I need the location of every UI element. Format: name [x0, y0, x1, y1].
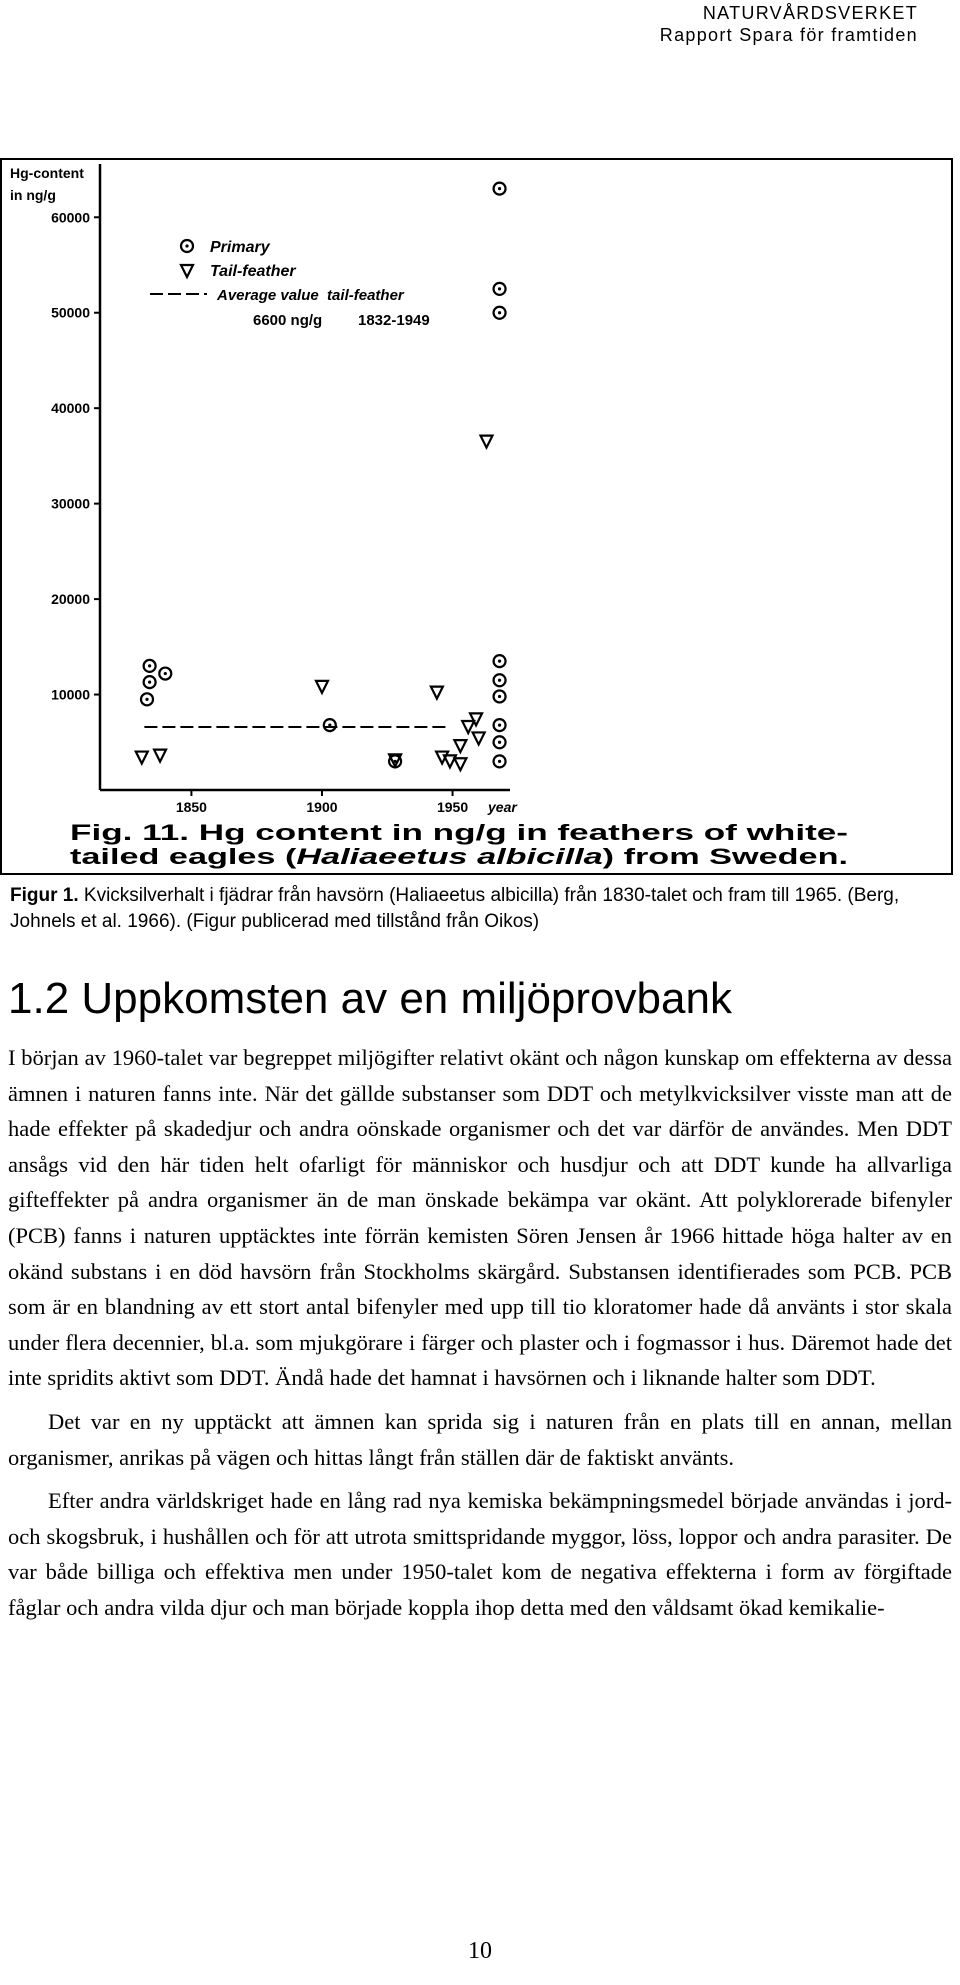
- primary-point-dot: [498, 287, 501, 290]
- tail-feather-point: [462, 721, 474, 733]
- primary-point-dot: [498, 187, 501, 190]
- y-tick-label: 50000: [51, 304, 90, 321]
- tail-feather-point: [136, 752, 148, 764]
- header-organization: NATURVÅRDSVERKET: [702, 3, 918, 23]
- figure-title-line1: Fig. 11. Hg content in ng/g in feathers of white-: [70, 820, 848, 845]
- x-tick-label: 1850: [175, 799, 207, 815]
- primary-point-dot: [498, 695, 501, 698]
- paragraph-3: Efter andra världskriget hade en lång rad nya kemiska bekämpningsmedel började användas i jord- och skogsbruk, i hushållen och för att utrota smittspridande myggor, löss, loppor och andra parasiter. De var både billiga och effektiva men under 1950-talet kom de negativa effekterna i form av förgiftade fåglar och andra vilda djur och man började koppla ihop detta med den våldsamt ökad kemikalie-: [8, 1488, 952, 1620]
- y-tick-label: 30000: [51, 495, 90, 512]
- legend-average-label: Average value tail-feather: [217, 287, 404, 304]
- figure-title: [70, 820, 848, 869]
- tail-feather-point: [454, 758, 466, 770]
- paragraph-1: I början av 1960-talet var begreppet miljögifter relativt okänt och någon kunskap om effekterna av dessa ämnen i naturen fanns inte. När det gällde substanser som DDT och metylkvicksilver visste man att de hade effekter på skadedjur och andra oönskade organismer och det var därför de användes. Men DDT ansågs vid den här tiden helt ofarligt för människor och husdjur och att DDT kunde ha allvarliga gifteffekter på andra organismer än de man önskade bekämpa var okänt. Att polyklorerade bifenyler (PCB) fanns i naturen upptäcktes inte förrän kemisten Sören Jensen år 1966 hittade höga halter av en okänd substans i en död havsörn från Stockholms skärgård. Substansen identifierades som PCB. PCB som är en blandning av ett stort antal bifenyler med upp till tio kloratomer hade då använts i stor skala under flera decennier, bl.a. som mjukgörare i färger och plaster och i fogmassor i hus. Däremot hade det inte spridits aktivt som DDT. Ändå hade det hamnat i havsörnen och i liknande halter som DDT.: [8, 1045, 952, 1391]
- y-tick-label: 40000: [51, 400, 90, 417]
- primary-point-dot: [145, 698, 148, 701]
- y-tick-label: 20000: [51, 591, 90, 608]
- figure-caption-label: Figur 1.: [10, 885, 79, 906]
- chart-legend: [150, 239, 430, 329]
- x-tick-label: 1950: [436, 799, 469, 815]
- y-tick-label: 10000: [51, 686, 90, 703]
- figure-caption-text: Kvicksilverhalt i fjädrar från havsörn (Haliaeetus albicilla) från 1830-talet och fram till 1965. (Berg, Johnels et al. 1966). (Figur publicerad med tillstånd från Oikos): [10, 885, 900, 932]
- header-report-title: Rapport Spara för framtiden: [659, 25, 918, 45]
- tail-feather-point: [454, 740, 466, 752]
- section-heading: 1.2 Uppkomsten av en miljöprovbank: [8, 974, 732, 1023]
- primary-point-dot: [148, 681, 151, 684]
- x-tick-label: 1900: [306, 799, 338, 815]
- legend-tail-marker: [181, 265, 193, 277]
- primary-point-dot: [498, 679, 501, 682]
- tail-feather-point: [431, 687, 443, 699]
- page-header: [558, 2, 918, 46]
- tail-feather-point: [316, 681, 328, 693]
- figure-title-line2: tailed eagles ( Haliaeetus albicilla ) from Sweden.: [70, 844, 761, 869]
- hg-feather-chart: [0, 160, 953, 876]
- page-number: 10: [468, 1938, 492, 1964]
- primary-point-dot: [498, 660, 501, 663]
- primary-point-dot: [148, 664, 151, 667]
- body-text: [8, 1040, 952, 1634]
- primary-point-dot: [498, 311, 501, 314]
- primary-point-dot: [498, 760, 501, 763]
- figure-caption: [10, 883, 940, 935]
- primary-point-dot: [498, 723, 501, 726]
- x-axis-label: year: [488, 799, 517, 815]
- legend-average-value: 6600 ng/g: [253, 312, 323, 329]
- y-axis-label-line2: in ng/g: [10, 187, 56, 203]
- primary-point-dot: [328, 723, 331, 726]
- primary-point-dot: [164, 672, 167, 675]
- tail-feather-point: [154, 750, 166, 762]
- primary-point-dot: [498, 741, 501, 744]
- legend-primary-label: Primary: [210, 239, 270, 256]
- y-axis-label-line1: Hg-content: [10, 165, 84, 181]
- tail-feather-point: [473, 732, 485, 744]
- paragraph-2: Det var en ny upptäckt att ämnen kan sprida sig i naturen från en plats till en annan, mellan organismer, anrikas på vägen och hittas långt från ställen där de faktiskt använts.: [8, 1408, 952, 1470]
- chart-axes: [10, 164, 518, 815]
- y-tick-label: 60000: [51, 209, 90, 226]
- legend-average-years: 1832-1949: [358, 312, 430, 329]
- tail-feather-point: [480, 436, 492, 448]
- legend-tail-label: Tail-feather: [210, 263, 296, 280]
